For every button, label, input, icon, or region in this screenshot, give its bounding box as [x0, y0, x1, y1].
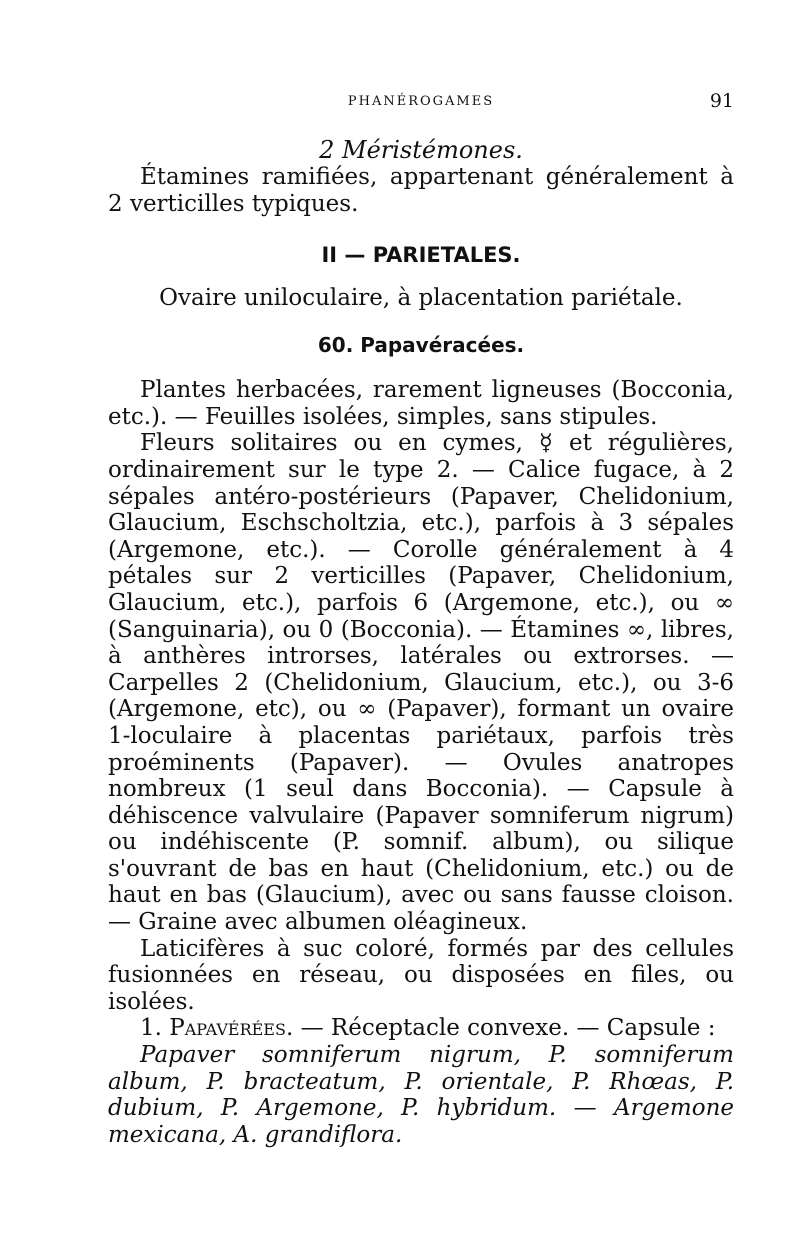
tribe-name: Papavérées. — [169, 1015, 294, 1042]
subsection-text: Étamines ramifiées, appartenant généralement à 2 verticilles typiques. — [108, 164, 734, 217]
species-list: Papaver somniferum nigrum, P. somniferum album, P. bracteatum, P. orientale, P. Rhœas, P. dubium, P. Argemone, P. hybridum. — Argemone mexicana, A. grandiflora. — [108, 1042, 734, 1148]
tribe-paragraph — [108, 1015, 734, 1042]
family-paragraph-2: Fleurs solitaires ou en cymes, ☿ et régulières, ordinairement sur le type 2. — Calice fugace, à 2 sépales antéro-postérieurs (Papaver, Chelidonium, Glaucium, Eschscholtzia, etc.), parfois à 3 sépales (Argemone, etc.). — Corolle généralement à 4 pétales sur 2 verticilles (Papaver, Chelidonium, Glaucium, etc.), parfois 6 (Argemone, etc.), ou ∞ (Sanguinaria), ou 0 (Bocconia). — Étamines ∞, libres, à anthères introrses, latérales ou extrorses. — Carpelles 2 (Chelidonium, Glaucium, etc.), ou 3-6 (Argemone, etc), ou ∞ (Papaver), formant un ovaire 1-loculaire à placentas pariétaux, parfois très proéminents (Papaver). — Ovules anatropes nombreux (1 seul dans Bocconia). — Capsule à déhiscence valvulaire (Papaver somniferum nigrum) ou indéhiscente (P. somnif. album), ou silique s'ouvrant de bas en haut (Chelidonium, etc.) ou de haut en bas (Glaucium), avec ou sans fausse cloison. — Graine avec albumen oléagineux. — [108, 430, 734, 936]
page-number: 91 — [709, 90, 734, 112]
tribe-number: 1. — [140, 1015, 162, 1042]
group-description: Ovaire uniloculaire, à placentation pariétale. — [159, 285, 683, 312]
group-title: II — PARIETALES. — [321, 243, 521, 268]
family-paragraph-1: Plantes herbacées, rarement ligneuses (Bocconia, etc.). — Feuilles isolées, simples, sans stipules. — [108, 377, 734, 430]
page-header — [108, 90, 734, 120]
subsection-title: 2 Méristémones. — [319, 136, 523, 164]
running-head: PHANÉROGAMES — [347, 94, 495, 109]
family-title: 60. Papavéracées. — [317, 333, 525, 358]
family-paragraph-3: Laticifères à suc coloré, formés par des cellules fusionnées en réseau, ou disposées en files, ou isolées. — [108, 935, 734, 1015]
book-page — [108, 90, 734, 1148]
tribe-text: — Réceptacle convexe. — Capsule : — [300, 1015, 716, 1042]
